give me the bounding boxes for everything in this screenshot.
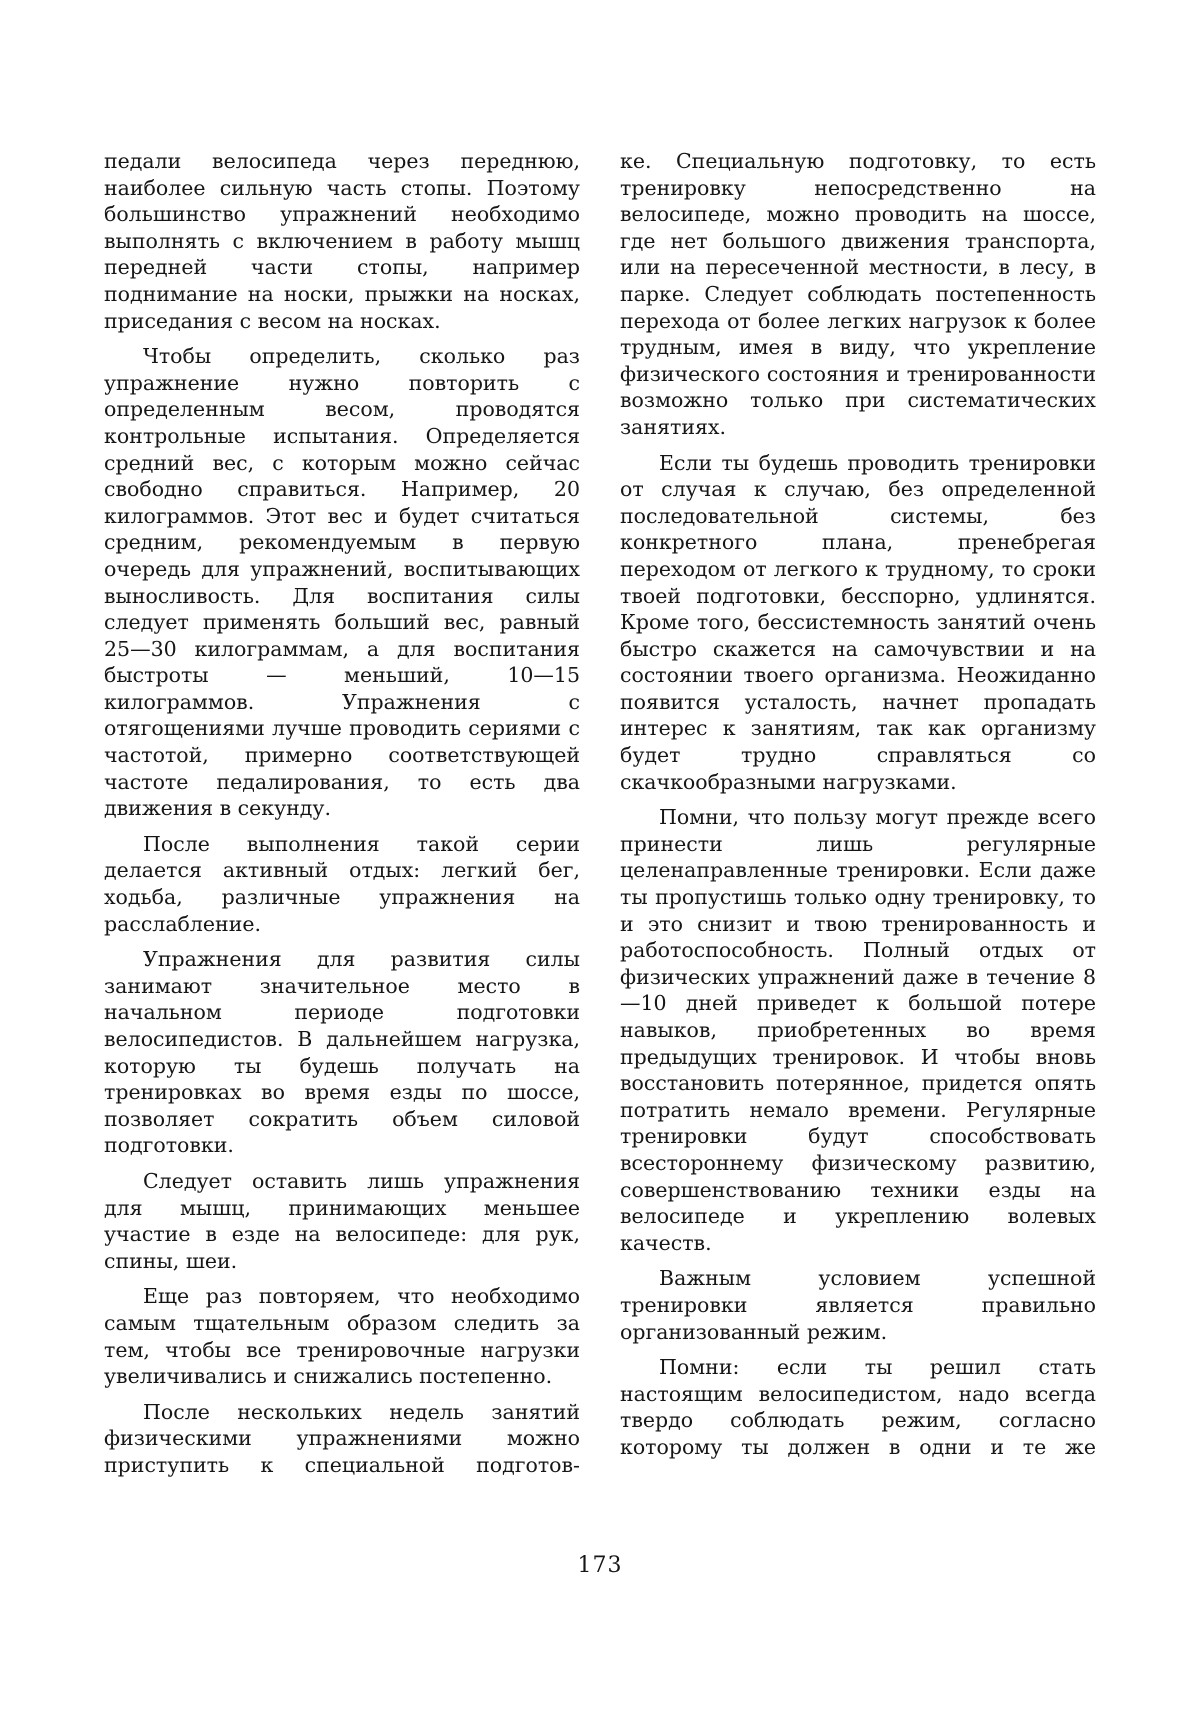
paragraph: Чтобы определить, сколько раз упражнение нужно повторить с определенным весом, проводятся контрольные испытания. Определяется средний вес, с которым можно сейчас свободно справиться. Например, 20 килограммов. Этот вес и будет считаться средним, рекомендуемым в первую очередь для упражнений, воспитывающих выносливость. Для воспитания силы следует применять больший вес, равный 25—30 килограммам, а для воспитания быстроты — меньший, 10—15 килограммов. Упражнения с отягощениями лучше проводить сериями с частотой, примерно соответствующей частоте педалирования, то есть два движения в секунду.: [104, 344, 580, 821]
paragraph: Упражнения для развития силы занимают значительное место в начальном периоде подготовки велосипедистов. В дальнейшем нагрузка, которую ты будешь получать на тренировках во время езды по шоссе, позволяет сократить объем силовой подготовки.: [104, 947, 580, 1158]
right-text-column: [620, 148, 1096, 1470]
left-text-column: [104, 148, 580, 1488]
paragraph: Помни, что пользу могут прежде всего принести лишь регулярные целенаправленные тренировки. Если даже ты пропустишь только одну тренировку, то и это снизит и твою тренированность и работоспособность. Полный отдых от физических упражнений даже в течение 8—10 дней приведет к большой потере навыков, приобретенных во время предыдущих тренировок. И чтобы вновь восстановить потерянное, придется опять потратить немало времени. Регулярные тренировки будут способствовать всестороннему физическому развитию, совершенствованию техники езды на велосипеде и укреплению волевых качеств.: [620, 805, 1096, 1255]
paragraph: После нескольких недель занятий физическими упражнениями можно приступить к специальной подготов-: [104, 1399, 580, 1477]
paragraph: Еще раз повторяем, что необходимо самым тщательным образом следить за тем, чтобы все тренировочные нагрузки увеличивались и снижались постепенно.: [104, 1284, 580, 1389]
paragraph: Важным условием успешной тренировки является правильно организованный режим.: [620, 1266, 1096, 1344]
paragraph: ке. Специальную подготовку, то есть тренировку непосредственно на велосипеде, можно проводить на шоссе, где нет большого движения транспорта, или на пересеченной местности, в лесу, в парке. Следует соблюдать постепенность перехода от более легких нагрузок к более трудным, имея в виду, что укрепление физического состояния и тренированности возможно только при систематических занятиях.: [620, 149, 1096, 439]
paragraph: После выполнения такой серии делается активный отдых: легкий бег, ходьба, различные упражнения на расслабление.: [104, 831, 580, 936]
paragraph: Помни: если ты решил стать настоящим велосипедистом, надо всегда твердо соблюдать режим, согласно которому ты должен в одни и те же: [620, 1355, 1096, 1459]
paragraph: педали велосипеда через переднюю, наиболее сильную часть стопы. Поэтому большинство упражнений необходимо выполнять с включением в работу мышц передней части стопы, например поднимание на носки, прыжки на носках, приседания с весом на носках.: [104, 149, 580, 333]
paragraph: Следует оставить лишь упражнения для мышц, принимающих меньшее участие в езде на велосипеде: для рук, спины, шеи.: [104, 1168, 580, 1273]
page-number: 173: [577, 1553, 623, 1578]
paragraph: Если ты будешь проводить тренировки от случая к случаю, без определенной последовательной системы, без конкретного плана, пренебрегая переходом от легкого к трудному, то сроки твоей подготовки, бесспорно, удлинятся. Кроме того, бессистемность занятий очень быстро скажется на самочувствии и на состоянии твоего организма. Неожиданно появится усталость, начнет пропадать интерес к занятиям, так как организму будет трудно справляться со скачкообразными нагрузками.: [620, 450, 1096, 794]
